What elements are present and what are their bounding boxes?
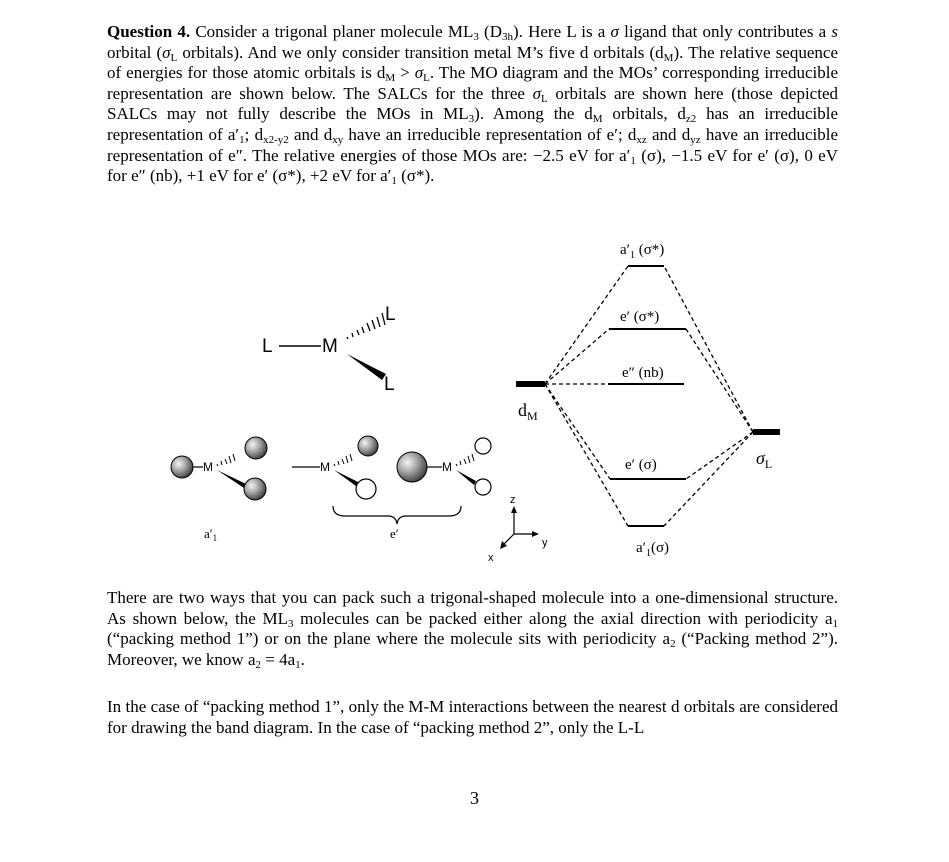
hashed-bond-upper xyxy=(347,313,385,339)
axis-z-label: z xyxy=(510,494,516,506)
ligand-orbital-lower-open xyxy=(475,479,491,495)
ml3-molecule-sketch xyxy=(262,304,396,395)
salc-e-prime-2 xyxy=(397,438,491,495)
ligand-left-label: L xyxy=(262,336,273,357)
mo-e-sigma-star-label: e′ (σ*) xyxy=(620,309,660,325)
axis-y-label: y xyxy=(542,537,548,549)
salc-e-prime-1 xyxy=(292,436,378,499)
ligand-upper-label: L xyxy=(385,304,396,325)
coordinate-axes xyxy=(488,494,548,564)
salc-e-label: e′ xyxy=(390,526,399,541)
salc-metal-label: M xyxy=(320,460,330,474)
dM-label: $d_M$ xyxy=(518,400,538,423)
correlation-lines xyxy=(545,266,753,526)
packing-paragraph: There are two ways that you can pack such a trigonal-shaped molecule into a one-dimensional structure. As shown below, the $ML_3$ molecules can be packed either along the axial direction with periodicity $a_1$ (“packing method 1”) or on the plane where the molecule sits with periodicity $a_2$ (“Packing method 2”). Moreover, we know $a_2 = 4a_1$. xyxy=(107,588,838,671)
axis-x-label: x xyxy=(488,552,494,564)
page-number: 3 xyxy=(470,788,479,808)
ligand-orbital-left-large xyxy=(397,452,427,482)
salc-a1-label: $a'_1$ xyxy=(204,526,218,543)
question-label: Question 4. xyxy=(107,22,191,41)
ligand-orbital-left xyxy=(171,456,193,478)
salc-metal-label: M xyxy=(442,460,452,474)
band-diagram-paragraph: In the case of “packing method 1”, only the M-M interactions between the nearest d orbitals are considered for drawing the band diagram. In the case of “packing method 2”, only the L-L xyxy=(107,697,838,737)
salc-metal-label: M xyxy=(203,460,213,474)
e-prime-brace xyxy=(333,506,461,524)
ligand-orbital-lower xyxy=(244,478,266,500)
metal-label: M xyxy=(322,336,338,357)
mo-e-sigma-label: e′ (σ) xyxy=(625,457,657,473)
mo-a1-sigma-star-label: $a'_1$ (σ*) xyxy=(620,242,665,261)
mo-energy-diagram xyxy=(516,242,780,559)
question-4-paragraph: Question 4. Consider a trigonal planer molecule $ML_3$ $(D_{3h})$. Here L is a σ ligand that only contributes a s orbital ($\sigma_L$ orbitals). And we only consider transition metal M’s five d orbitals $(d_M)$. The relative sequence of energies for those atomic orbitals is $d_M > \sigma_L$. The MO diagram and the MOs’ corresponding irreducible representation are shown below. The SALCs for the three $\sigma_L$ orbitals are shown here (those depicted SALCs may not fully describe the MOs in $ML_3$). Among the $d_M$ orbitals, $d_{z2}$ has an irreducible representation of $a'_1$; $d_{x2-y2}$ and $d_{xy}$ have an irreducible representation of e′; $d_{xz}$ and $d_{yz}$ have an irreducible representation of e″. The relative energies of those MOs are: −2.5 eV for $a'_1$ (σ), −1.5 eV for e′ (σ), 0 eV for e″ (nb), +1 eV for e′ (σ*), +2 eV for $a'_1$ (σ*). xyxy=(107,22,839,188)
ligand-orbital-lower-open xyxy=(356,479,376,499)
wedge-bond-lower xyxy=(347,354,386,380)
ligand-orbital-upper-open xyxy=(475,438,491,454)
ligand-orbital-upper xyxy=(245,437,267,459)
mo-a1-sigma-label: $a'_1(\sigma)$ xyxy=(636,540,670,559)
mo-diagram-figure xyxy=(0,225,949,580)
mo-e-nb-label: e″ (nb) xyxy=(622,365,664,381)
salc-a1-prime xyxy=(171,437,267,543)
ligand-orbital-upper xyxy=(358,436,378,456)
sigmaL-label: $\sigma_L$ xyxy=(756,448,773,471)
ligand-lower-label: L xyxy=(384,374,395,395)
